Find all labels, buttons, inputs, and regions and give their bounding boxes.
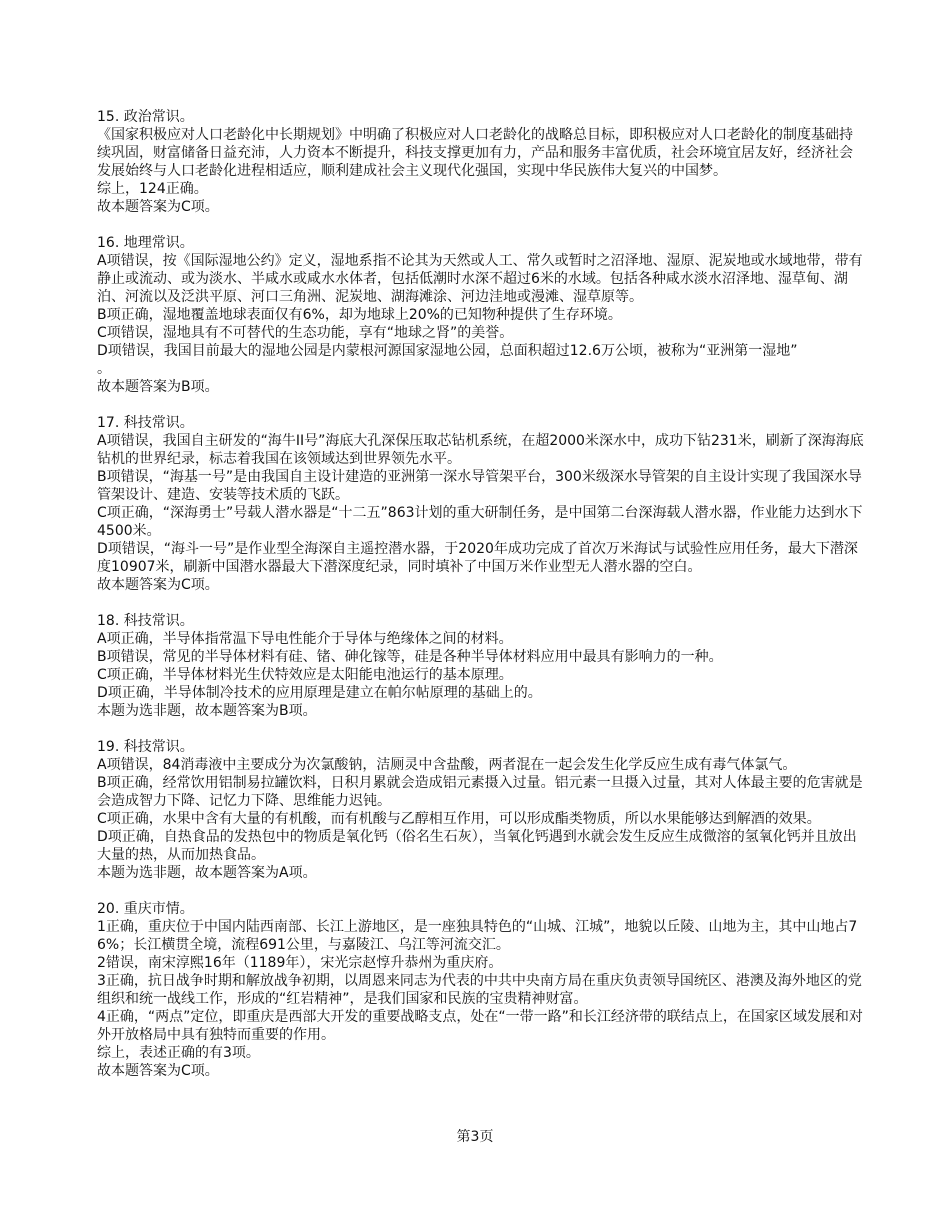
paragraph: D项正确，半导体制冷技术的应用原理是建立在帕尔帖原理的基础上的。 <box>97 685 542 701</box>
question-18-explanation <box>97 612 865 720</box>
page-number: 第3页 <box>456 1129 494 1145</box>
question-15-explanation <box>97 108 865 216</box>
section-title: 18. 科技常识。 <box>97 613 194 629</box>
paragraph: A项错误，按《国际湿地公约》定义，湿地系指不论其为天然或人工、常久或暂时之沼泽地、湿原、泥炭地或水域地带，带有静止或流动、或为淡水、半咸水或咸水水体者，包括低潮时水深不超过6米的水域。包括各种咸水淡水沼泽地、湿草甸、湖泊、河流以及泛洪平原、河口三角洲、泥炭地、湖海滩涂、河边洼地或漫滩、湿草原等。 <box>97 253 863 305</box>
question-19-explanation <box>97 738 865 882</box>
paragraph: D项错误，我国目前最大的湿地公园是内蒙根河源国家湿地公园，总面积超过12.6万公顷，被称为“亚洲第一湿地” <box>97 343 798 359</box>
section-title: 20. 重庆市情。 <box>97 901 194 917</box>
paragraph: B项错误，常见的半导体材料有硅、锗、砷化镓等，硅是各种半导体材料应用中最具有影响力的一种。 <box>97 649 723 665</box>
section-title: 17. 科技常识。 <box>97 415 194 431</box>
paragraph: 综上，表述正确的有3项。 <box>97 1045 260 1061</box>
paragraph: B项正确，湿地覆盖地球表面仅有6%，却为地球上20%的已知物种提供了生存环境。 <box>97 307 622 323</box>
document-body <box>97 108 865 1098</box>
paragraph: 综上，124正确。 <box>97 181 208 197</box>
paragraph: 。 <box>97 361 111 377</box>
answer-line: 故本题答案为C项。 <box>97 199 219 215</box>
paragraph: 《国家积极应对人口老龄化中长期规划》中明确了积极应对人口老龄化的战略总目标，即积极应对人口老龄化的制度基础持续巩固，财富储备日益充沛，人力资本不断提升，科技支撑更加有力，产品和服务丰富优质，社会环境宜居友好，经济社会发展始终与人口老龄化进程相适应，顺利建成社会主义现代化强国，实现中华民族伟大复兴的中国梦。 <box>97 127 853 179</box>
paragraph: 1正确，重庆位于中国内陆西南部、长江上游地区，是一座独具特色的“山城、江城”，地貌以丘陵、山地为主，其中山地占76%；长江横贯全境，流程691公里，与嘉陵江、乌江等河流交汇。 <box>97 919 858 953</box>
paragraph: C项正确，“深海勇士”号载人潜水器是“十二五”863计划的重大研制任务，是中国第二台深海载人潜水器，作业能力达到水下4500米。 <box>97 505 863 539</box>
paragraph: 2错误，南宋淳熙16年（1189年），宋光宗赵惇升恭州为重庆府。 <box>97 955 503 971</box>
answer-line: 故本题答案为C项。 <box>97 1063 219 1079</box>
section-title: 16. 地理常识。 <box>97 235 194 251</box>
answer-line: 故本题答案为C项。 <box>97 577 219 593</box>
paragraph: D项正确，自热食品的发热包中的物质是氧化钙（俗名生石灰），当氧化钙遇到水就会发生反应生成微溶的氢氧化钙并且放出大量的热，从而加热食品。 <box>97 829 857 863</box>
paragraph: C项正确，水果中含有大量的有机酸，而有机酸与乙醇相互作用，可以形成酯类物质，所以水果能够达到解酒的效果。 <box>97 811 821 827</box>
paragraph: C项正确，半导体材料光生伏特效应是太阳能电池运行的基本原理。 <box>97 667 513 683</box>
question-17-explanation <box>97 414 865 594</box>
paragraph: C项错误，湿地具有不可替代的生态功能，享有“地球之肾”的美誉。 <box>97 325 514 341</box>
paragraph: B项正确，经常饮用铝制易拉罐饮料，日积月累就会造成铝元素摄入过量。铝元素一旦摄入过量，其对人体最主要的危害就是会造成智力下降、记忆力下降、思维能力迟钝。 <box>97 775 863 809</box>
answer-line: 本题为选非题，故本题答案为A项。 <box>97 865 317 881</box>
paragraph: 4正确，“两点”定位，即重庆是西部大开发的重要战略支点，处在“一带一路”和长江经济带的联结点上，在国家区域发展和对外开放格局中具有独特而重要的作用。 <box>97 1009 863 1043</box>
paragraph: 3正确，抗日战争时期和解放战争初期，以周恩来同志为代表的中共中央南方局在重庆负责领导国统区、港澳及海外地区的党组织和统一战线工作，形成的“红岩精神”，是我们国家和民族的宝贵精神财富。 <box>97 973 862 1007</box>
answer-line: 本题为选非题，故本题答案为B项。 <box>97 703 317 719</box>
paragraph: B项错误，“海基一号”是由我国自主设计建造的亚洲第一深水导管架平台，300米级深水导管架的自主设计实现了我国深水导管架设计、建造、安装等技术质的飞跃。 <box>97 469 862 503</box>
question-20-explanation <box>97 900 865 1080</box>
section-title: 15. 政治常识。 <box>97 109 194 125</box>
paragraph: D项错误，“海斗一号”是作业型全海深自主遥控潜水器，于2020年成功完成了首次万米海试与试验性应用任务，最大下潜深度10907米，刷新中国潜水器最大下潜深度纪录，同时填补了中国万米作业型无人潜水器的空白。 <box>97 541 858 575</box>
paragraph: A项错误，84消毒液中主要成分为次氯酸钠，洁厕灵中含盐酸，两者混在一起会发生化学反应生成有毒气体氯气。 <box>97 757 797 773</box>
question-16-explanation <box>97 234 865 396</box>
paragraph: A项正确，半导体指常温下导电性能介于导体与绝缘体之间的材料。 <box>97 631 513 647</box>
section-title: 19. 科技常识。 <box>97 739 194 755</box>
paragraph: A项错误，我国自主研发的“海牛II号”海底大孔深保压取芯钻机系统，在超2000米深水中，成功下钻231米，刷新了深海海底钻机的世界纪录，标志着我国在该领域达到世界领先水平。 <box>97 433 864 467</box>
answer-line: 故本题答案为B项。 <box>97 379 219 395</box>
